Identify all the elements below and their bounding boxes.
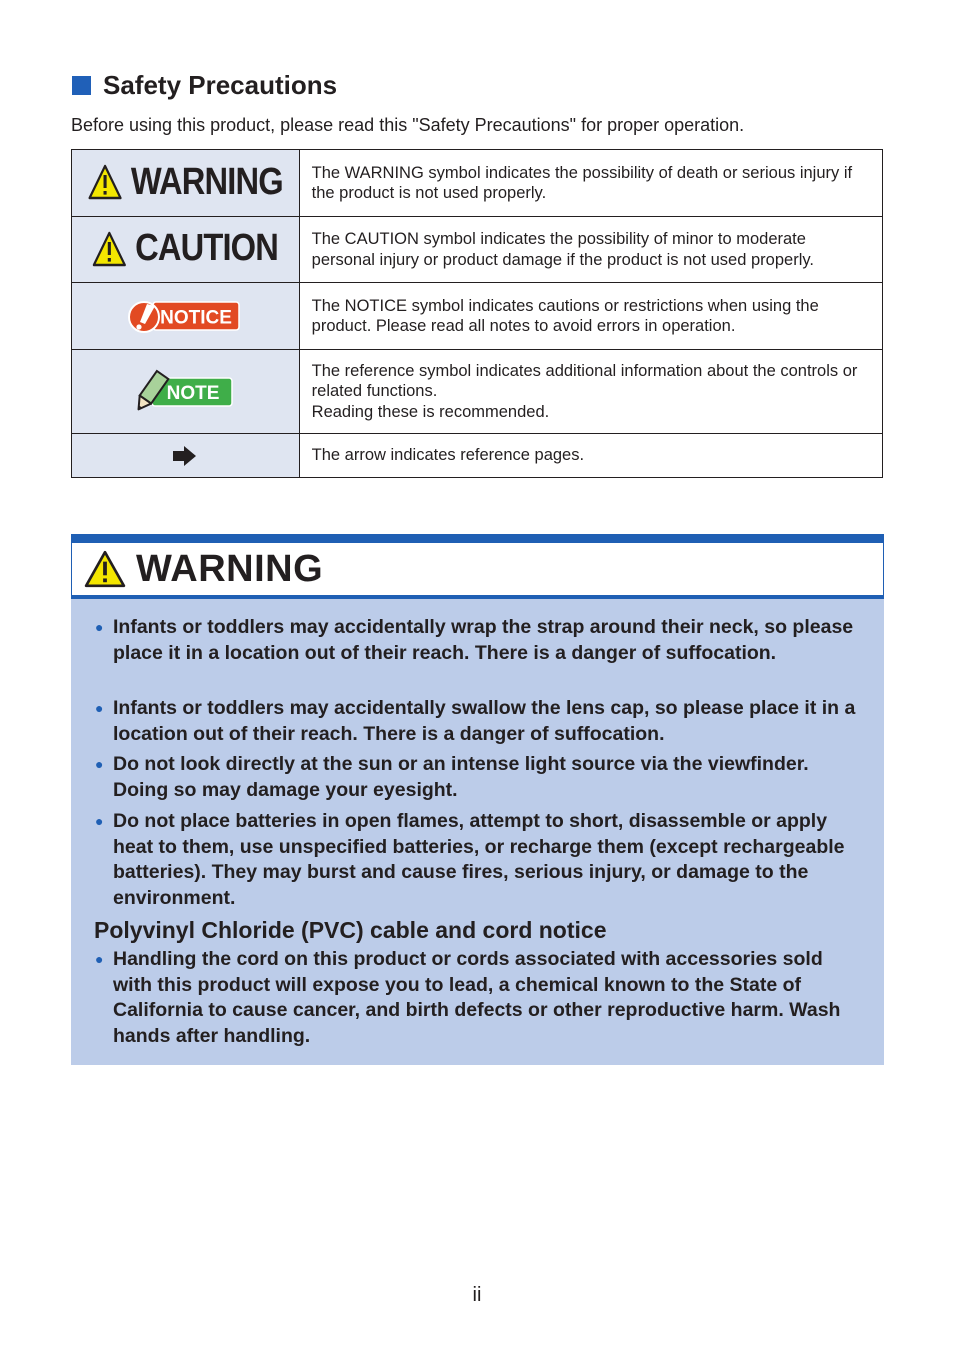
warning-box	[71, 534, 884, 1065]
section-heading	[72, 68, 337, 102]
bullet-dot-icon: ●	[95, 813, 104, 829]
warning-triangle-icon	[84, 550, 126, 588]
bullet-dot-icon: ●	[95, 619, 104, 635]
warning-box-top-bar	[71, 534, 884, 543]
symbol-row-warning	[72, 150, 883, 217]
warning-bullet: ● Infants or toddlers may accidentally swallow the lens cap, so please place it in a location out of their reach. There is a danger of suffocation.	[95, 697, 856, 745]
notice-description: The NOTICE symbol indicates cautions or restrictions when using the product. Please read all notes to avoid errors in operation.	[299, 283, 882, 350]
warning-bullet: ● Do not look directly at the sun or an intense light source via the viewfinder. Doing so may damage your eyesight.	[95, 753, 809, 801]
warning-triangle-icon	[92, 231, 126, 267]
warning-bullet: ● Infants or toddlers may accidentally wrap the strap around their neck, so please place it in a location out of their reach. There is a danger of suffocation.	[95, 616, 854, 664]
warning-symbol-cell	[72, 150, 300, 217]
pvc-notice-heading: Polyvinyl Chloride (PVC) cable and cord notice	[94, 917, 607, 943]
caution-symbol-cell	[72, 217, 300, 283]
square-bullet-icon	[72, 76, 91, 95]
symbol-row-caution	[72, 217, 883, 283]
note-symbol-cell	[72, 350, 300, 434]
caution-description: The CAUTION symbol indicates the possibility of minor to moderate personal injury or product damage if the product is not used properly.	[299, 217, 882, 283]
arrow-right-icon	[173, 446, 197, 466]
warning-box-header	[71, 543, 884, 595]
note-description	[299, 350, 882, 434]
note-pencil-icon	[130, 369, 240, 415]
warning-label: WARNING	[130, 160, 283, 203]
note-label: NOTE	[166, 382, 220, 404]
note-description-line: The reference symbol indicates additional information about the controls or related functions.	[311, 361, 858, 401]
symbols-table	[71, 149, 883, 478]
caution-label: CAUTION	[135, 227, 279, 270]
notice-symbol-cell	[72, 283, 300, 350]
warning-description: The WARNING symbol indicates the possibility of death or serious injury if the product is not used properly.	[299, 150, 882, 217]
symbol-row-notice	[72, 283, 883, 350]
symbol-row-note	[72, 350, 883, 434]
pvc-bullet: ● Handling the cord on this product or cords associated with accessories sold with this product will expose you to lead, a chemical known to the State of California to cause cancer, and birth defects or other reproductive harm. Wash hands after handling.	[95, 948, 841, 1047]
notice-badge-icon	[123, 296, 247, 336]
bullet-dot-icon: ●	[95, 951, 104, 967]
section-title: Safety Precautions	[103, 69, 338, 100]
arrow-symbol-cell	[72, 434, 300, 478]
note-description-line: Reading these is recommended.	[311, 402, 550, 421]
warning-bullet: ● Do not place batteries in open flames, attempt to short, disassemble or apply heat to them, use unspecified batteries, or recharge them (except rechargeable batteries). They may burst and cause fires, serious injury, or damage to the environment.	[95, 810, 845, 909]
arrow-description: The arrow indicates reference pages.	[299, 434, 882, 478]
warning-box-bottom-bar	[71, 595, 884, 599]
notice-label: NOTICE	[160, 307, 233, 329]
warning-box-title: WARNING	[136, 547, 324, 590]
symbol-row-arrow	[72, 434, 883, 478]
bullet-dot-icon: ●	[95, 756, 104, 772]
intro-text: Before using this product, please read this "Safety Precautions" for proper operation.	[71, 115, 745, 135]
warning-triangle-icon	[88, 164, 122, 200]
bullet-dot-icon: ●	[95, 700, 104, 716]
page-number: ii	[472, 1284, 482, 1306]
